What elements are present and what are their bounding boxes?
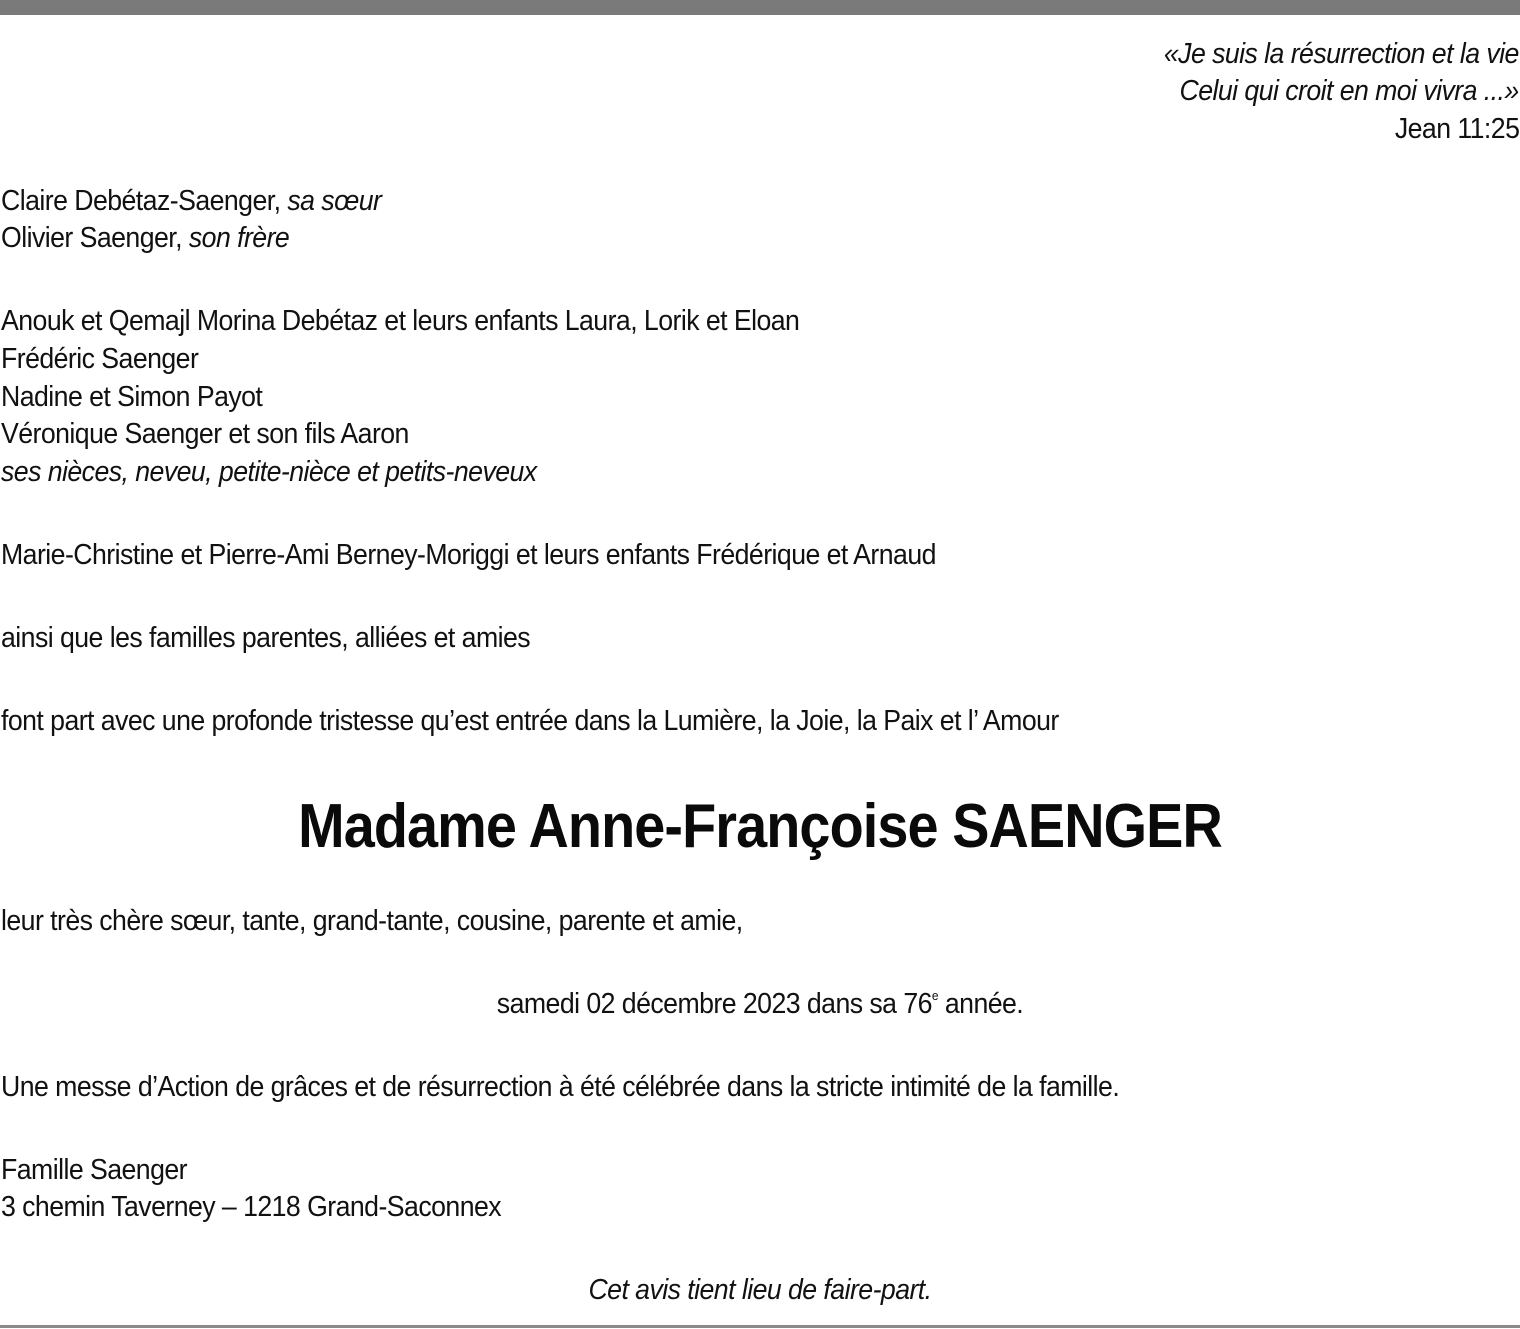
closing-note: Cet avis tient lieu de faire-part. bbox=[588, 1274, 932, 1306]
niece-nephew-line: Anouk et Qemajl Morina Debétaz et leurs enfants Laura, Lorik et Eloan bbox=[1, 305, 800, 337]
niece-nephew-line: Nadine et Simon Payot bbox=[1, 381, 263, 413]
mass-line: Une messe d’Action de grâces et de résurrection à été célébrée dans la stricte intimité de la famille. bbox=[1, 1071, 1120, 1103]
niece-nephew-line: Véronique Saenger et son fils Aaron bbox=[1, 418, 409, 450]
sibling-line-1 bbox=[1, 183, 381, 220]
sibling-name: Olivier Saenger, bbox=[1, 222, 182, 254]
epigraph-line-2: Celui qui croit en moi vivra ...» bbox=[1179, 75, 1519, 107]
relation-line: leur très chère sœur, tante, grand-tante, cousine, parente et amie, bbox=[1, 905, 743, 937]
epigraph-reference: Jean 11:25 bbox=[1394, 113, 1519, 145]
contact-address: 3 chemin Taverney – 1218 Grand-Saconnex bbox=[1, 1191, 502, 1223]
date-text: samedi 02 décembre 2023 dans sa 76 bbox=[496, 988, 932, 1020]
niece-nephew-relation: ses nièces, neveu, petite-nièce et petits-neveux bbox=[1, 456, 537, 488]
sibling-name: Claire Debétaz-Saenger, bbox=[1, 185, 281, 217]
date-line bbox=[61, 986, 1459, 1023]
bottom-border-rule bbox=[0, 1325, 1520, 1328]
sibling-relation: sa sœur bbox=[287, 185, 382, 217]
top-border-bar bbox=[0, 0, 1520, 15]
announcement-line: font part avec une profonde tristesse qu’est entrée dans la Lumière, la Joie, la Paix et l’ Amour bbox=[1, 705, 1059, 737]
sibling-line-2 bbox=[1, 220, 289, 257]
ordinal-suffix: e bbox=[931, 988, 939, 1003]
sibling-relation: son frère bbox=[188, 222, 290, 254]
epigraph-line-1: «Je suis la résurrection et la vie bbox=[1164, 38, 1519, 70]
deceased-name-heading: Madame Anne-Françoise SAENGER bbox=[298, 792, 1222, 861]
cousins-line: Marie-Christine et Pierre-Ami Berney-Moriggi et leurs enfants Frédérique et Arnaud bbox=[1, 539, 936, 571]
niece-nephew-line: Frédéric Saenger bbox=[1, 343, 199, 375]
contact-family: Famille Saenger bbox=[1, 1154, 187, 1186]
families-line: ainsi que les familles parentes, alliées et amies bbox=[1, 622, 531, 654]
date-text-end: année. bbox=[938, 988, 1024, 1020]
